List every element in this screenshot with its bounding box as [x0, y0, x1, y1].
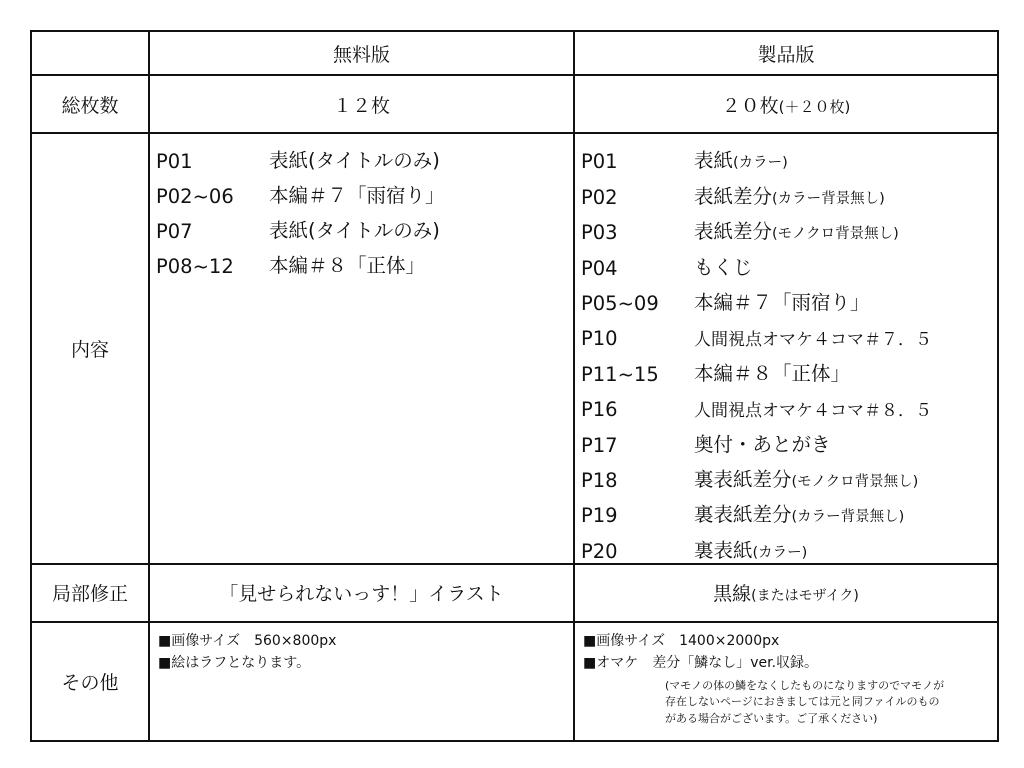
other-product-remark	[665, 678, 997, 728]
page-code: P01	[156, 150, 193, 173]
page-title-text: 人間視点オマケ４コマ＃７．５	[694, 330, 932, 351]
page-code: P20	[581, 539, 618, 563]
count-product-note: (＋２０枚)	[778, 97, 851, 116]
page-code: P04	[581, 256, 618, 280]
page-title-text: 裏表紙	[694, 538, 753, 562]
header-product-version: 製品版	[574, 31, 998, 75]
comparison-table	[30, 30, 999, 742]
list-item	[581, 386, 997, 421]
page-note: (カラー背景無し)	[791, 509, 905, 526]
list-item	[581, 350, 997, 385]
page-code: P07	[156, 220, 193, 243]
other-free-line: ■絵はラフとなります。	[158, 654, 311, 671]
page-title: 本編＃８「正体」	[269, 254, 426, 277]
page-code: P01	[581, 150, 618, 174]
count-product-main: ２０枚	[721, 94, 779, 117]
list-item	[581, 457, 997, 492]
page-title	[694, 396, 932, 421]
other-product-line: ■画像サイズ 1400×2000px	[583, 632, 780, 649]
remark-line: 存在しないページにおきましては元と同ファイルのもの	[665, 695, 940, 709]
page-code: P03	[581, 221, 618, 245]
page-code: P02~06	[156, 185, 234, 208]
page-title	[694, 181, 885, 209]
edit-row	[31, 564, 998, 622]
page-title	[694, 535, 807, 563]
page-title-text: 裏表紙差分	[694, 503, 792, 527]
page-title-text: 人間視点オマケ４コマ＃８．５	[694, 401, 932, 422]
page-title: 表紙(タイトルのみ)	[269, 219, 440, 242]
page-title-text: 表紙	[694, 149, 734, 173]
list-item	[581, 138, 997, 173]
page-title-text: 表紙差分	[694, 184, 773, 208]
page-title-text: 本編＃８「正体」	[694, 361, 851, 385]
other-row	[31, 622, 998, 741]
page-note: (カラー)	[733, 155, 788, 172]
page-note: (モノクロ背景無し)	[772, 226, 899, 243]
contents-product-list	[574, 133, 998, 564]
page-title: 本編＃７「雨宿り」	[269, 184, 445, 207]
page-title	[694, 252, 753, 280]
edit-free: 「見せられないっす！」イラスト	[149, 564, 574, 622]
page-note: (モノクロ背景無し)	[791, 473, 919, 490]
page-code: P18	[581, 468, 618, 492]
other-product	[574, 622, 998, 741]
list-item	[581, 173, 997, 208]
page-title-text: 本編＃７「雨宿り」	[694, 290, 870, 314]
page-title	[694, 325, 932, 350]
remark-line: がある場合がございます。ご了承ください)	[665, 711, 878, 725]
count-row	[31, 75, 998, 133]
page-code: P05~09	[581, 291, 659, 315]
page-code: P08~12	[156, 255, 234, 278]
page-title	[694, 464, 918, 492]
page-title	[694, 216, 899, 244]
header-blank-cell	[31, 31, 149, 75]
list-item	[581, 280, 997, 315]
page-title-text: 裏表紙差分	[694, 467, 792, 491]
page-code: P02	[581, 185, 618, 209]
page-note: (カラー)	[752, 544, 808, 561]
page-title	[694, 358, 850, 386]
count-label: 総枚数	[31, 75, 149, 133]
header-free-version: 無料版	[149, 31, 574, 75]
list-item	[581, 315, 997, 350]
count-product	[574, 75, 998, 133]
page-title	[694, 287, 870, 315]
contents-row	[31, 133, 998, 564]
page-title-text: 奥付・あとがき	[694, 432, 831, 456]
other-product-line: ■オマケ 差分「鱗なし」ver.収録。	[583, 654, 819, 671]
page-title	[694, 145, 788, 173]
list-item	[156, 208, 573, 243]
list-item	[156, 138, 573, 173]
page-code: P17	[581, 433, 618, 457]
list-item	[581, 244, 997, 279]
contents-free-list	[149, 133, 574, 564]
other-label: その他	[31, 622, 149, 741]
count-free: １２枚	[149, 75, 574, 133]
list-item	[581, 421, 997, 456]
list-item	[581, 209, 997, 244]
page-title	[694, 499, 904, 527]
list-item	[581, 527, 997, 562]
edit-label: 局部修正	[31, 564, 149, 622]
edit-product-main: 黒線	[713, 583, 752, 606]
page-title-text: 表紙差分	[694, 220, 773, 244]
page-code: P11~15	[581, 362, 659, 386]
page-title	[694, 429, 831, 457]
page-code: P10	[581, 327, 618, 351]
list-item	[156, 243, 573, 278]
contents-label: 内容	[31, 133, 149, 564]
other-free	[149, 622, 574, 741]
header-row	[31, 31, 998, 75]
edit-product-note: (またはモザイク)	[751, 588, 859, 605]
list-item	[156, 173, 573, 208]
remark-line: (マモノの体の鱗をなくしたものになりますのでマモノが	[665, 678, 945, 692]
edit-product	[574, 564, 998, 622]
page-title: 表紙(タイトルのみ)	[269, 149, 440, 172]
list-item	[581, 492, 997, 527]
other-free-line: ■画像サイズ 560×800px	[158, 632, 337, 649]
page-note: (カラー背景無し)	[772, 190, 885, 207]
page-title-text: もくじ	[694, 255, 753, 279]
page-code: P16	[581, 398, 618, 422]
page-code: P19	[581, 504, 618, 528]
